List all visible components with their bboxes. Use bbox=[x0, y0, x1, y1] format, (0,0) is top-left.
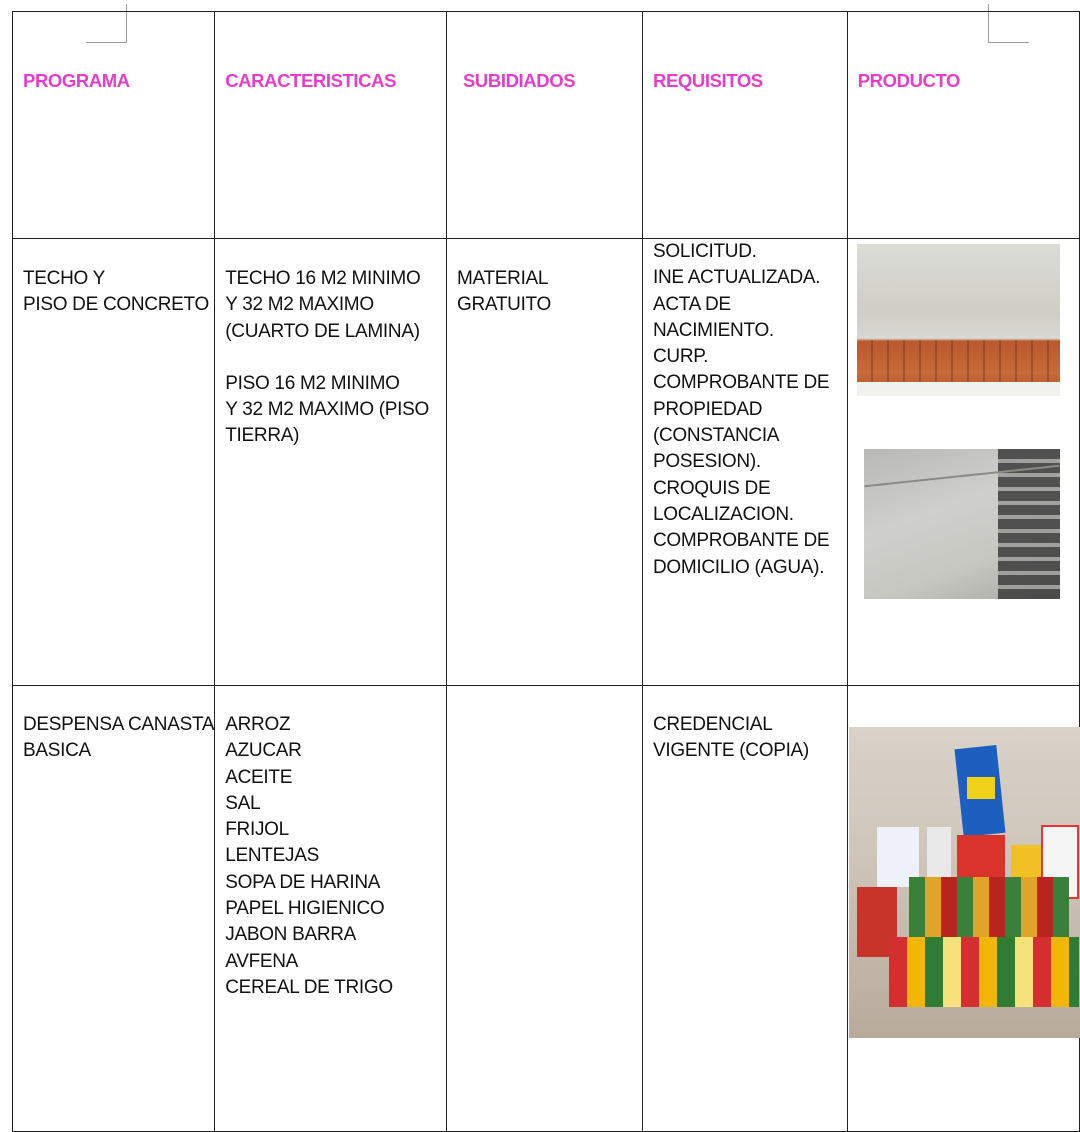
cell-programa bbox=[13, 239, 215, 686]
cell-text: PROPIEDAD bbox=[652, 398, 763, 420]
cell-text: PISO DE CONCRETO bbox=[23, 294, 209, 316]
table-row bbox=[13, 239, 1080, 686]
cell-text: ACTA DE bbox=[652, 293, 731, 315]
cell-text: CEREAL DE TRIGO bbox=[225, 976, 393, 998]
cell-text: ACEITE bbox=[225, 766, 293, 788]
cell-text: SOPA DE HARINA bbox=[225, 871, 381, 893]
cell-text: Y 32 M2 MAXIMO bbox=[225, 294, 374, 316]
cell-requisitos bbox=[642, 686, 847, 1132]
cell-text: LOCALIZACION. bbox=[652, 503, 794, 525]
cell-text: TECHO 16 M2 MINIMO bbox=[225, 268, 421, 289]
cell-text: (CONSTANCIA bbox=[652, 425, 780, 447]
cell-text: Y 32 M2 MAXIMO (PISO bbox=[225, 399, 430, 421]
cell-text: CREDENCIAL bbox=[652, 714, 773, 735]
cell-text: PAPEL HIGIENICO bbox=[225, 898, 385, 920]
cell-text: PISO 16 M2 MINIMO bbox=[225, 372, 400, 394]
cell-text: SOLICITUD. bbox=[652, 241, 757, 262]
concrete-ceiling-photo bbox=[857, 244, 1060, 396]
cell-text: CROQUIS DE bbox=[652, 477, 771, 499]
header-cell-requisitos: REQUISITOS bbox=[642, 12, 847, 239]
table-row bbox=[13, 686, 1080, 1132]
cell-text: DESPENSA CANASTA bbox=[23, 714, 215, 735]
cell-producto bbox=[847, 239, 1079, 686]
cell-text: AZUCAR bbox=[225, 740, 302, 762]
cell-text: ARROZ bbox=[225, 714, 291, 735]
cell-text: LENTEJAS bbox=[225, 845, 319, 867]
cell-subidiados bbox=[446, 686, 642, 1132]
program-table bbox=[12, 11, 1080, 1132]
header-row bbox=[13, 12, 1080, 239]
cell-caracteristicas bbox=[215, 239, 447, 686]
cell-text: DOMICILIO (AGUA). bbox=[652, 556, 825, 578]
cell-text: VIGENTE (COPIA) bbox=[652, 740, 809, 762]
cell-text: COMPROBANTE DE bbox=[652, 530, 830, 552]
cell-text: BASICA bbox=[23, 740, 91, 762]
header-cell-subidiados: SUBIDIADOS bbox=[446, 12, 642, 239]
cell-text: COMPROBANTE DE bbox=[652, 372, 830, 394]
cell-text: FRIJOL bbox=[225, 819, 289, 841]
cell-text: GRATUITO bbox=[456, 294, 551, 316]
cell-text: AVFENA bbox=[225, 950, 299, 972]
cell-text: MATERIAL bbox=[456, 268, 549, 289]
cell-text: (CUARTO DE LAMINA) bbox=[225, 320, 420, 342]
cell-text: TECHO Y bbox=[23, 268, 106, 289]
header-cell-producto: PRODUCTO bbox=[847, 12, 1079, 239]
cell-text: JABON BARRA bbox=[225, 924, 357, 946]
cell-text: NACIMIENTO. bbox=[652, 319, 774, 341]
cell-text: POSESION). bbox=[652, 451, 761, 473]
cell-caracteristicas bbox=[215, 686, 447, 1132]
cell-text: SAL bbox=[225, 792, 261, 814]
cell-text: CURP. bbox=[652, 346, 709, 368]
header-cell-programa: PROGRAMA bbox=[13, 12, 215, 239]
cell-subidiados bbox=[446, 239, 642, 686]
cell-programa bbox=[13, 686, 215, 1132]
cell-producto bbox=[847, 686, 1079, 1132]
concrete-floor-photo bbox=[864, 449, 1060, 599]
header-cell-caracteristicas: CARACTERISTICAS bbox=[215, 12, 447, 239]
grocery-basket-photo bbox=[849, 727, 1080, 1038]
cell-text: INE ACTUALIZADA. bbox=[652, 267, 821, 289]
cell-text: TIERRA) bbox=[225, 425, 300, 447]
cell-requisitos bbox=[642, 239, 847, 686]
